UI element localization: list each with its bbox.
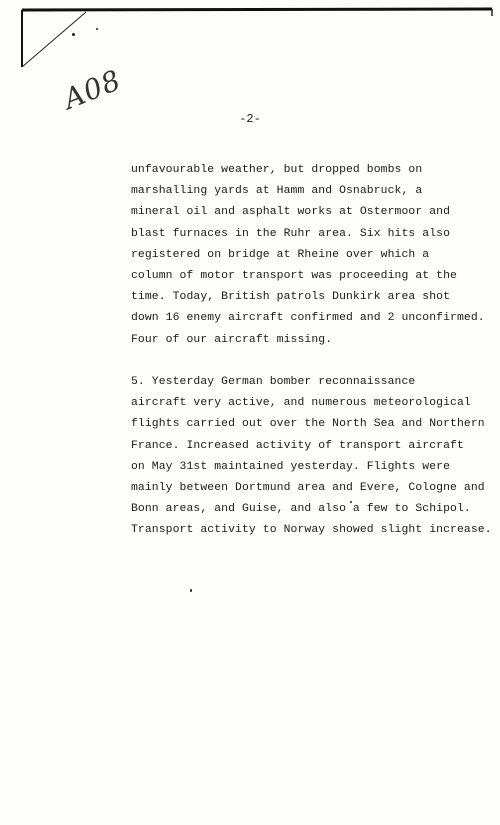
text-line: mainly between Dortmund area and Evere, Cologne and: [131, 482, 485, 495]
text-line: Bonn areas, and Guise, and also a few to Schipol.: [131, 503, 471, 516]
text-line: Four of our aircraft missing.: [131, 333, 333, 346]
text-line: marshalling yards at Hamm and Osnabruck, a: [131, 185, 423, 198]
text-line: unfavourable weather, but dropped bombs on: [131, 164, 423, 176]
text-line: time. Today, British patrols Dunkirk area shot: [131, 291, 451, 304]
text-line: France. Increased activity of transport aircraft: [131, 439, 464, 452]
text-line: flights carried out over the North Sea and Northern: [131, 418, 485, 431]
text-line: column of motor transport was proceeding at the: [131, 270, 457, 283]
paragraph-5: [131, 372, 492, 542]
ink-speck: [190, 589, 192, 592]
text-line: Transport activity to Norway showed slight increase.: [131, 524, 492, 537]
ink-speck: [350, 501, 352, 503]
ink-speck: [96, 28, 98, 30]
text-line: aircraft very active, and numerous meteorological: [131, 397, 471, 410]
text-line: down 16 enemy aircraft confirmed and 2 unconfirmed.: [131, 312, 485, 325]
ink-speck: [72, 33, 75, 36]
paragraph-continuation: [131, 160, 485, 351]
text-line: on May 31st maintained yesterday. Flights were: [131, 460, 451, 473]
handwritten-annotation: A08: [58, 63, 126, 116]
text-line: mineral oil and asphalt works at Ostermoor and: [131, 206, 451, 219]
text-line: blast furnaces in the Ruhr area. Six hits also: [131, 227, 451, 240]
text-line: 5. Yesterday German bomber reconnaissance: [131, 376, 416, 388]
page-corner-fold-lines: [0, 0, 500, 90]
page-number: -2-: [239, 112, 261, 126]
text-line: registered on bridge at Rheine over which a: [131, 248, 430, 261]
